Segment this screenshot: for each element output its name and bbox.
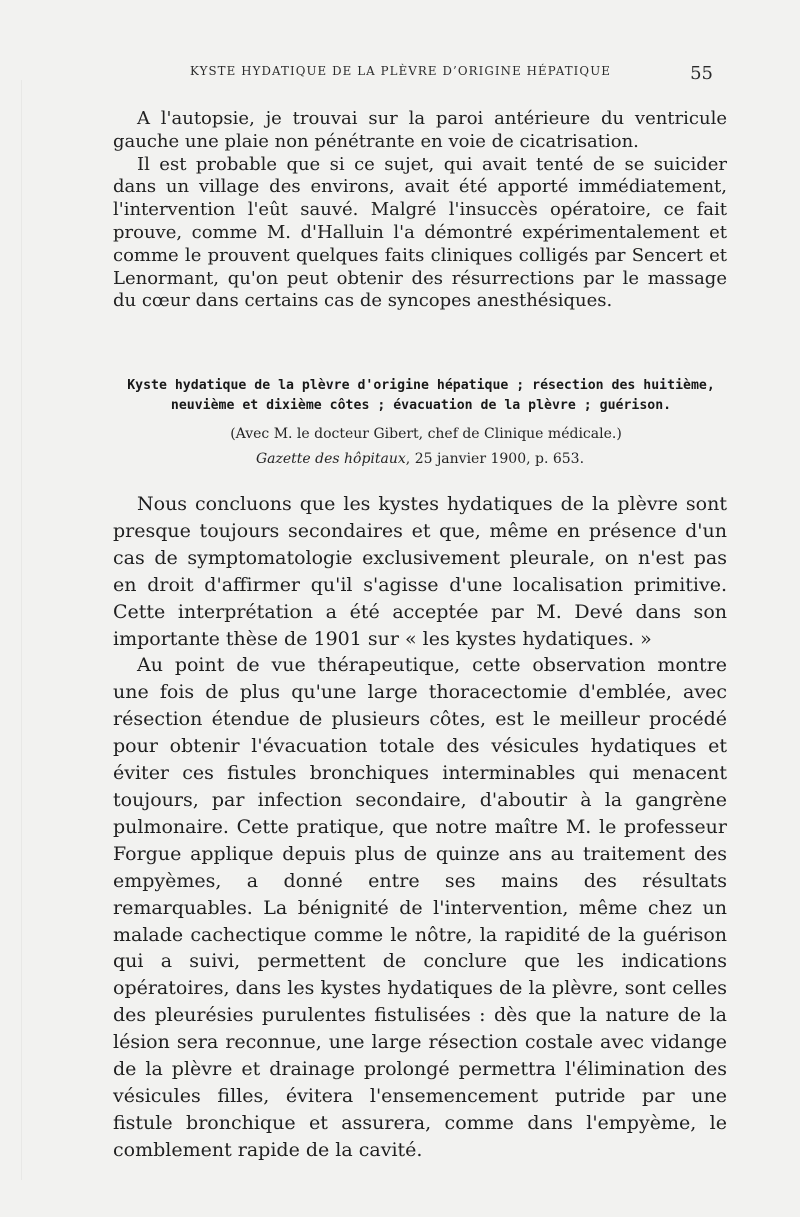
coauthor-note: (Avec M. le docteur Gibert, chef de Clinique médicale.) bbox=[230, 426, 622, 442]
main-text bbox=[113, 491, 727, 1164]
page-edge-shadow bbox=[21, 80, 22, 1180]
intro-paragraph-1: A l'autopsie, je trouvai sur la paroi antérieure du ventricule gauche une plaie non pénétrante en voie de cicatrisation. bbox=[113, 108, 727, 152]
intro-paragraph-2: Il est probable que si ce sujet, qui avait tenté de se suicider dans un village des environs, avait été apporté immédiatement, l'intervention l'eût sauvé. Malgré l'insuccès opératoire, ce fait prouve, comme M. d'Halluin l'a démontré expérimentalement et comme le prouvent quelques faits cliniques colligés par Sencert et Lenormant, qu'on peut obtenir des résurrections par le massage du cœur dans certains cas de syncopes anesthésiques. bbox=[113, 153, 727, 312]
page-header bbox=[0, 64, 800, 88]
source-journal: Gazette des hôpitaux bbox=[255, 451, 406, 467]
body-paragraph-1: Nous concluons que les kystes hydatiques de la plèvre sont presque toujours secondaires et que, même en présence d'un cas de symptomatologie exclusivement pleurale, on n'est pas en droit d'affirmer qu'il s'agisse d'une localisation primitive. Cette interprétation a été acceptée par M. Devé dans son importante thèse de 1901 sur « les kystes hydatiques. » bbox=[113, 493, 727, 650]
source-details: , 25 janvier 1900, p. 653. bbox=[405, 451, 585, 467]
page-number: 55 bbox=[690, 63, 713, 84]
article-title: Kyste hydatique de la plèvre d'origine hépatique ; résection des huitième, neuvième et dixième côtes ; évacuation de la plèvre ; guérison. bbox=[127, 378, 715, 413]
running-title: KYSTE HYDATIQUE DE LA PLÈVRE D’ORIGINE HÉPATIQUE bbox=[190, 64, 611, 78]
intro-text bbox=[113, 108, 727, 313]
source-citation bbox=[20, 451, 800, 467]
body-paragraph-2: Au point de vue thérapeutique, cette observation montre une fois de plus qu'une large thoracectomie d'emblée, avec résection étendue de plusieurs côtes, est le meilleur procédé pour obtenir l'évacuation totale des vésicules hydatiques et éviter ces fistules bronchiques interminables qui menacent toujours, par infection secondaire, d'aboutir à la gangrène pulmonaire. Cette pratique, que notre maître M. le professeur Forgue applique depuis plus de quinze ans au traitement des empyèmes, a donné entre ses mains des résultats remarquables. La bénignité de l'intervention, même chez un malade cachectique comme le nôtre, la rapidité de la guérison qui a suivi, permettent de conclure que les indications opératoires, dans les kystes hydatiques de la plèvre, sont celles des pleurésies purulentes fistulisées : dès que la nature de la lésion sera reconnue, une large résection costale avec vidange de la plèvre et drainage prolongé permettra l'élimination des vésicules filles, évitera l'ensemencement putride par une fistule bronchique et assurera, comme dans l'empyème, le comblement rapide de la cavité. bbox=[113, 654, 727, 1161]
